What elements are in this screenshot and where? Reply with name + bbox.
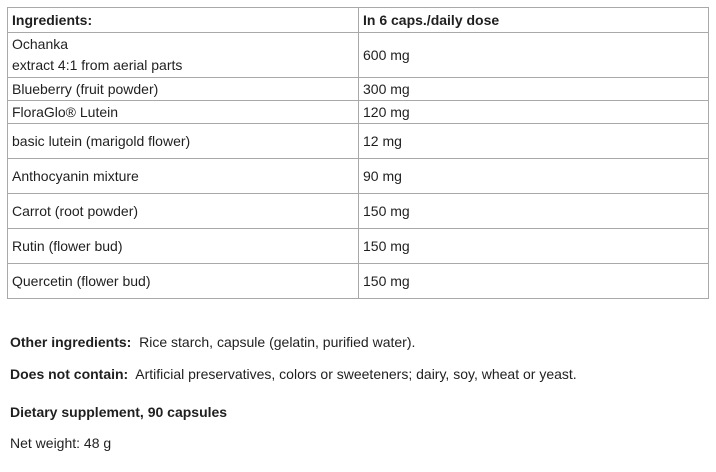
ingredient-name: Anthocyanin mixture (8, 159, 359, 194)
does-not-contain-label: Does not contain: (10, 366, 129, 382)
ingredient-dose: 600 mg (359, 33, 709, 78)
ingredient-dose: 12 mg (359, 124, 709, 159)
dose-header: In 6 caps./daily dose (359, 8, 709, 33)
table-row (8, 194, 709, 229)
ingredient-name-line: extract 4:1 from aerial parts (12, 57, 183, 73)
net-weight: Net weight: 48 g (10, 435, 112, 451)
other-ingredients-label: Other ingredients: (10, 334, 132, 350)
ingredient-dose: 150 mg (359, 229, 709, 264)
ingredient-name: basic lutein (marigold flower) (8, 124, 359, 159)
other-ingredients (10, 333, 415, 351)
table-row (8, 264, 709, 299)
other-ingredients-value: Rice starch, capsule (gelatin, purified water). (139, 334, 416, 350)
table-header-row (8, 8, 709, 33)
ingredient-dose: 150 mg (359, 194, 709, 229)
table-row (8, 78, 709, 101)
table-row (8, 229, 709, 264)
dietary-supplement-note: Dietary supplement, 90 capsules (10, 404, 228, 420)
ingredients-header: Ingredients: (8, 8, 359, 33)
ingredient-name-line: Ochanka (12, 36, 69, 52)
does-not-contain-value: Artificial preservatives, colors or sweeteners; dairy, soy, wheat or yeast. (135, 366, 577, 382)
ingredient-dose: 300 mg (359, 78, 709, 101)
ingredient-name: Rutin (flower bud) (8, 229, 359, 264)
ingredient-name: FloraGlo® Lutein (8, 101, 359, 124)
ingredient-dose: 150 mg (359, 264, 709, 299)
table-row (8, 124, 709, 159)
ingredient-name: Quercetin (flower bud) (8, 264, 359, 299)
table-row (8, 159, 709, 194)
table-row (8, 101, 709, 124)
ingredient-name (8, 33, 359, 78)
table-row (8, 33, 709, 78)
ingredient-dose: 120 mg (359, 101, 709, 124)
ingredient-name: Carrot (root powder) (8, 194, 359, 229)
does-not-contain (10, 365, 577, 383)
ingredients-table (7, 7, 709, 299)
ingredient-name: Blueberry (fruit powder) (8, 78, 359, 101)
ingredient-dose: 90 mg (359, 159, 709, 194)
